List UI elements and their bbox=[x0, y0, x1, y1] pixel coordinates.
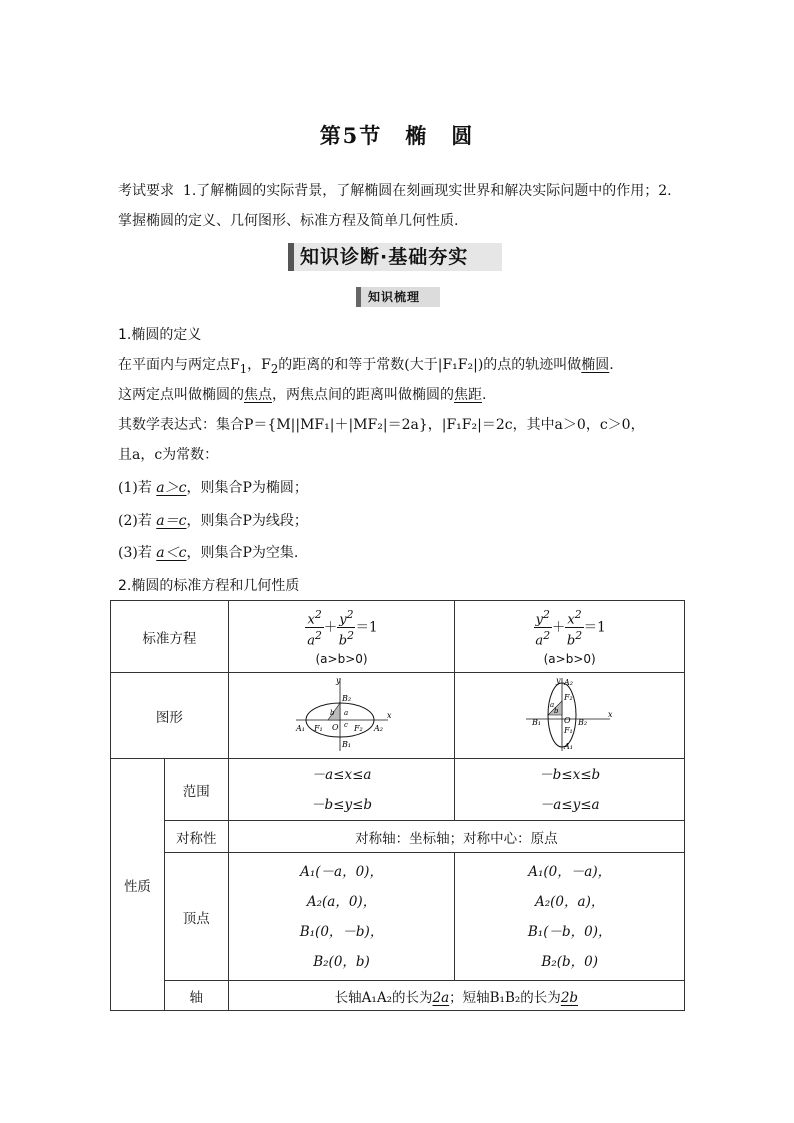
svg-text:A₁: A₁ bbox=[563, 741, 573, 751]
vertex-v-b2: B₂(b，0) bbox=[541, 953, 598, 970]
equation-horizontal: $\frac{x^2}{a^2}$ ＋ $\frac{y^2}{b^2}$ ＝1 (a>b>0) bbox=[228, 601, 455, 673]
case-2 bbox=[118, 507, 308, 535]
vertices-horizontal bbox=[228, 853, 455, 981]
def-text-a: 在平面内与两定点F bbox=[118, 357, 240, 373]
equation-vertical: $\frac{y^2}{a^2}$ ＋ $\frac{x^2}{b^2}$ ＝1 (a>b>0) bbox=[455, 601, 685, 673]
svg-text:B₂: B₂ bbox=[341, 693, 351, 703]
term-ellipse: 椭圆 bbox=[581, 357, 610, 373]
range-h-y: －b≤y≤b bbox=[311, 796, 373, 813]
properties-table bbox=[110, 600, 685, 1011]
case-2-pre: (2)若 bbox=[118, 513, 157, 529]
label-vertices: 顶点 bbox=[164, 853, 228, 981]
svg-text:b: b bbox=[329, 708, 335, 717]
svg-text:B₁: B₁ bbox=[341, 739, 351, 749]
case-2-post: ，则集合P为线段； bbox=[186, 513, 308, 529]
page-title: 第5节 椭 圆 bbox=[319, 123, 475, 148]
section2-heading: 2.椭圆的标准方程和几何性质 bbox=[118, 578, 300, 594]
case-3-pre: (3)若 bbox=[118, 545, 157, 561]
vertex-h-a1: A₁(－a，0)， bbox=[300, 863, 383, 880]
axis-minor-value: 2b bbox=[560, 989, 579, 1006]
def2-text-a: 这两定点叫做椭圆的 bbox=[118, 387, 244, 403]
case-3-cond: a＜c bbox=[156, 545, 187, 561]
term-focus: 焦点 bbox=[244, 387, 272, 403]
label-symmetry: 对称性 bbox=[164, 821, 228, 853]
figure-vertical-ellipse bbox=[455, 673, 685, 759]
case-1-cond: a＞c bbox=[156, 480, 187, 496]
range-v-x: －b≤x≤b bbox=[539, 766, 601, 783]
eq1-condition: (a>b>0) bbox=[315, 652, 368, 667]
svg-text:c: c bbox=[343, 720, 348, 729]
vertex-v-a2: A₂(0，a)， bbox=[535, 893, 605, 910]
horizontal-ellipse-diagram bbox=[292, 675, 392, 753]
def-text-b: ，F bbox=[247, 357, 271, 373]
label-axis: 轴 bbox=[164, 981, 228, 1011]
range-v-y: －a≤y≤a bbox=[539, 796, 600, 813]
svg-text:a: a bbox=[549, 700, 554, 709]
row-vertices bbox=[111, 853, 685, 981]
svg-text:F₂: F₂ bbox=[563, 692, 573, 702]
svg-text:B₂: B₂ bbox=[577, 717, 587, 727]
axis-minor-label: ；短轴B₁B₂的长为 bbox=[449, 989, 561, 1006]
svg-text:a: a bbox=[343, 708, 348, 717]
label-range: 范围 bbox=[164, 759, 228, 821]
axis-text bbox=[228, 981, 684, 1011]
vertices-vertical bbox=[455, 853, 685, 981]
term-focal-distance: 焦距 bbox=[454, 387, 482, 403]
vertical-ellipse-diagram bbox=[520, 675, 620, 753]
axis-major-value: 2a bbox=[432, 989, 450, 1006]
svg-text:O: O bbox=[563, 715, 571, 725]
definition-line2: 这两定点叫做椭圆的焦点，两焦点间的距离叫做椭圆的焦距. bbox=[118, 387, 487, 403]
svg-text:A₁: A₁ bbox=[295, 723, 305, 733]
case-3 bbox=[118, 539, 298, 567]
section-banner: 知识诊断·基础夯实 bbox=[288, 243, 502, 271]
def-text-c: 的距离的和等于常数(大于|F₁F₂|)的点的轨迹叫做 bbox=[278, 357, 582, 373]
range-h-x: －a≤x≤a bbox=[311, 766, 372, 783]
row-range bbox=[111, 759, 685, 821]
svg-text:B₁: B₁ bbox=[531, 717, 541, 727]
case-1-pre: (1)若 bbox=[118, 480, 157, 496]
row-symmetry bbox=[111, 821, 685, 853]
vertex-h-b2: B₂(0，b) bbox=[313, 953, 370, 970]
svg-text:F₁: F₁ bbox=[313, 723, 323, 733]
svg-text:b: b bbox=[553, 706, 559, 715]
svg-text:A₂: A₂ bbox=[373, 723, 383, 733]
svg-text:x: x bbox=[607, 709, 613, 719]
section1-heading: 1.椭圆的定义 bbox=[118, 327, 202, 343]
math-expression: 其数学表达式：集合P＝{M||MF₁|＋|MF₂|＝2a}，|F₁F₂|＝2c，其中a＞0，c＞0， bbox=[118, 417, 645, 433]
sub-banner: 知识梳理 bbox=[356, 287, 440, 307]
symmetry-text: 对称轴：坐标轴；对称中心：原点 bbox=[228, 821, 684, 853]
svg-text:A₂: A₂ bbox=[563, 677, 573, 687]
case-1-post: ，则集合P为椭圆； bbox=[186, 480, 308, 496]
range-vertical bbox=[455, 759, 685, 821]
row-axis bbox=[111, 981, 685, 1011]
def2-text-b: ，两焦点间的距离叫做椭圆的 bbox=[272, 387, 454, 403]
requirement-text: 1.了解椭圆的实际背景，了解椭圆在刻画现实世界和解决实际问题中的作用；2.掌握椭圆的定义、几何图形、标准方程及简单几何性质. bbox=[118, 183, 672, 229]
range-horizontal bbox=[228, 759, 455, 821]
requirement-label: 考试要求 bbox=[118, 183, 174, 199]
svg-text:F₁: F₁ bbox=[563, 725, 573, 735]
math-expression-cont: 且a，c为常数： bbox=[118, 447, 219, 463]
case-3-post: ，则集合P为空集. bbox=[186, 545, 299, 561]
svg-text:x: x bbox=[386, 710, 392, 720]
svg-text:y: y bbox=[555, 675, 561, 685]
case-1 bbox=[118, 474, 308, 502]
case-2-cond: a＝c bbox=[156, 513, 187, 529]
row-standard-equation bbox=[111, 601, 685, 673]
svg-text:y: y bbox=[335, 675, 341, 685]
vertex-h-a2: A₂(a，0)， bbox=[306, 893, 377, 910]
vertex-v-b1: B₁(－b，0)， bbox=[527, 923, 612, 940]
figure-horizontal-ellipse bbox=[228, 673, 455, 759]
definition-line1: 在平面内与两定点$F_1$，$F_2$的距离的和等于常数(大于|F₁F₂|)的点的轨迹叫做椭圆. bbox=[118, 357, 614, 376]
vertex-v-a1: A₁(0，－a)， bbox=[528, 863, 612, 880]
label-properties: 性质 bbox=[111, 759, 165, 1011]
eq2-condition: (a>b>0) bbox=[543, 652, 596, 667]
svg-text:F₂: F₂ bbox=[353, 723, 363, 733]
exam-requirement bbox=[118, 176, 678, 236]
vertex-h-b1: B₁(0，－b)， bbox=[299, 923, 384, 940]
label-figure: 图形 bbox=[111, 673, 229, 759]
row-figure bbox=[111, 673, 685, 759]
svg-text:O: O bbox=[331, 722, 339, 732]
label-standard-equation: 标准方程 bbox=[111, 601, 229, 673]
axis-major-label: 长轴A₁A₂的长为 bbox=[334, 989, 433, 1006]
